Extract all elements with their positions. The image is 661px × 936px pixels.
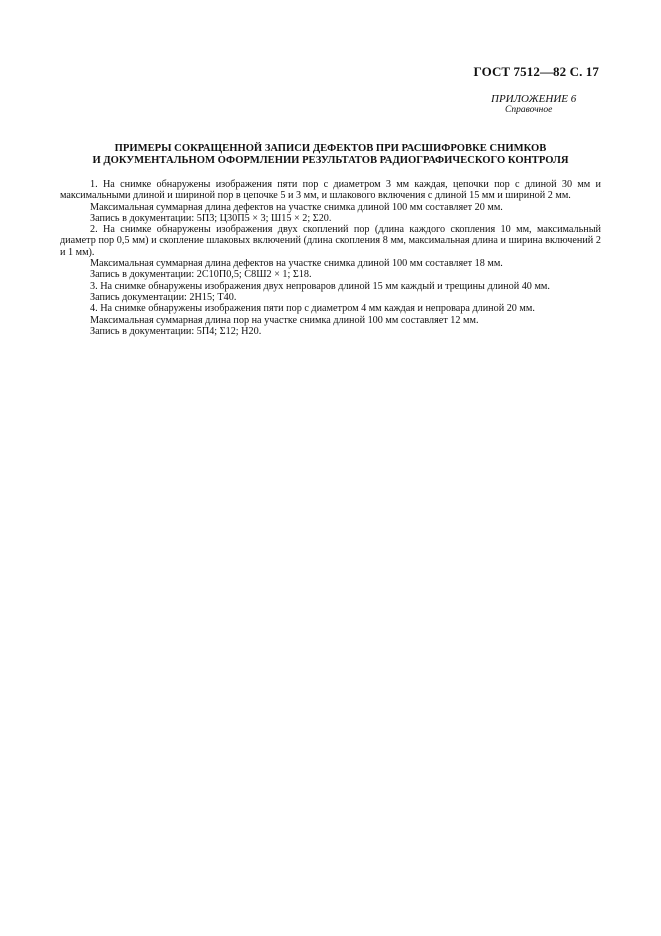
example-4-total-length: Максимальная суммарная длина пор на участке снимка длиной 100 мм составляет 12 мм.	[90, 314, 479, 326]
example-4-description: 4. На снимке обнаружены изображения пяти пор с диаметром 4 мм каждая и непровара длиной 20 мм.	[90, 303, 535, 315]
example-1-description: 1. На снимке обнаружены изображения пяти пор с диаметром 3 мм каждая, цепочки пор с длиной 30 мм и максимальными длиной и шириной пор в цепочке 5 и 3 мм, и шлакового включения с длиной 15 мм и шириной 2 мм.	[60, 179, 601, 202]
document-title	[60, 143, 601, 167]
example-2-description: 2. На снимке обнаружены изображения двух скоплений пор (длина каждого скопления 10 мм, максимальный диаметр пор 0,5 мм) и скопление шлаковых включений (длина скопления 8 мм, максимальная длина и ширина включений 2 и 1 мм).	[60, 224, 601, 258]
example-2-record: Запись в документации: 2С10П0,5; С8Ш2 × 1; Σ18.	[90, 269, 312, 281]
page-header-standard: ГОСТ 7512—82 С. 17	[473, 64, 599, 79]
example-3-record: Запись документации: 2Н15; Т40.	[90, 291, 237, 303]
example-3-description: 3. На снимке обнаружены изображения двух непроваров длиной 15 мм каждый и трещины длиной 40 мм.	[90, 280, 550, 292]
example-1-total-length: Максимальная суммарная длина дефектов на участке снимка длиной 100 мм составляет 20 мм.	[90, 201, 503, 213]
appendix-subtitle: Справочное	[505, 105, 553, 115]
example-1-record: Запись в документации: 5П3; Ц30П5 × 3; Ш15 × 2; Σ20.	[90, 212, 332, 224]
document-title-line-1: ПРИМЕРЫ СОКРАЩЕННОЙ ЗАПИСИ ДЕФЕКТОВ ПРИ РАСШИФРОВКЕ СНИМКОВ	[114, 143, 547, 154]
example-2-total-length: Максимальная суммарная длина дефектов на участке снимка длиной 100 мм составляет 18 мм.	[90, 258, 503, 270]
document-body	[60, 179, 601, 337]
appendix-title: ПРИЛОЖЕНИЕ 6	[491, 93, 577, 105]
example-4-record: Запись в документации: 5П4; Σ12; Н20.	[90, 325, 262, 337]
document-title-line-2: И ДОКУМЕНТАЛЬНОМ ОФОРМЛЕНИИ РЕЗУЛЬТАТОВ РАДИОГРАФИЧЕСКОГО КОНТРОЛЯ	[92, 155, 569, 166]
appendix-block	[491, 93, 601, 115]
